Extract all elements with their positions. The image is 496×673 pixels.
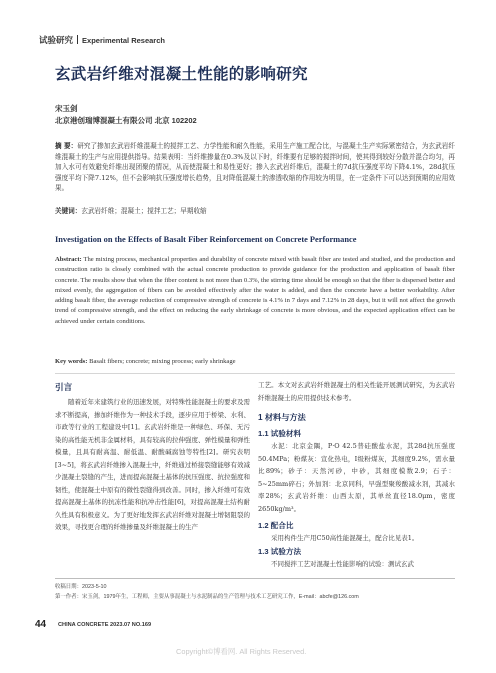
received-date: 收稿日期：2023-5-10: [55, 584, 107, 590]
section-1-heading: 1 材料与方法: [258, 413, 306, 422]
section-label-cn: 试验研究: [39, 35, 74, 45]
materials-paragraph: [258, 440, 455, 515]
abstract-cn: [55, 141, 455, 194]
copyright-watermark: Copyright©博看网. All Rights Reserved.: [176, 647, 307, 656]
author-bio: 第一作者：宋玉剑，1979年生，工程师，主要从事混凝土与水泥制品的生产管理与技术工艺研究工作，E-mail：abcfe@126.com: [55, 594, 359, 600]
section-label-en: Experimental Research: [82, 36, 165, 45]
section-1-3-heading: 1.3 试验方法: [258, 547, 302, 556]
section-1-2-heading: 1.2 配合比: [258, 521, 294, 530]
keywords-label-cn: 关键词：: [55, 207, 82, 215]
abstract-label-en: Abstract:: [55, 256, 82, 263]
intro-text: 随着近年来建筑行业的迅速发展，对特殊性能混凝土的要求及需求不断提高，掺加纤维作为一种技术手段，逐步应用于桥梁、水利、市政等行业的工程建设中[1]。玄武岩纤维是一种绿色、环保、无污染的高性能无机非金属材料，具有较高的拉伸强度、弹性模量和弹性模量，且具有耐高温、耐低温、耐酸碱腐蚀等特性[2]。研究表明[3~5]，将玄武岩纤维掺入混凝土中，纤维通过桥接裂缝能够有效减少混凝土裂缝的产生，进而提高混凝土基体的抗压强度、抗拉强度和韧性，使混凝土中原有的微性裂缝得到改善。同时，掺入纤维可有效提高混凝土基体的抗冻性能和抗冲击性能[6]，对提高混凝土结构耐久性具有积极意义。为了更好地发挥玄武岩纤维对混凝土增韧阻裂的效果，寻找更合理的纤维掺量及纤维混凝土的生产: [55, 398, 250, 531]
page-number: 44: [35, 619, 47, 630]
intro-continuation: 工艺。本文对玄武岩纤维混凝土的相关性能开展测试研究，为玄武岩纤维混凝土的应用提供技术参考。: [258, 381, 455, 402]
journal-info: CHINA CONCRETE 2023.07 NO.169: [58, 622, 152, 628]
intro-paragraph: [55, 396, 250, 534]
keywords-en: [55, 358, 455, 365]
abstract-text-en: The mixing process, mechanical properties and durability of concrete mixed with basalt fiber are tested and studied, and the production and construction ratio is closely combined with the actual concrete production to provide guidance for the production and application of basalt fiber concrete. The results show that when the fiber content is not more than 0.3%, the stirring time should be enough so that the fiber is dispersed better and mixed evenly, the aggregation of fibers can be avoided effectively after the water is added, and then the concrete have a better workability. After adding basalt fiber, the average reduction of compressive strength of concrete is 4.1% in 7 days and 7.12% in 28 days, but it will not affect the growth trend of compressive strength, and the effect on reducing the early shrinkage of concrete is more obvious, and the expected application effect can be achieved under certain conditions.: [55, 256, 456, 325]
keywords-label-en: Key words:: [55, 358, 88, 365]
section-divider: [77, 35, 78, 44]
keywords-text-en: Basalt fibers; concrete; mixing process; early shrinkage: [89, 358, 236, 365]
author-affiliation: 北京港创瑞博混凝土有限公司 北京 102202: [55, 116, 197, 125]
article-title: 玄武岩纤维对混凝土性能的影响研究: [55, 66, 308, 83]
footnote-rule: [55, 578, 455, 579]
abstract-en: [55, 255, 455, 327]
abstract-label-cn: 摘 要：: [55, 142, 78, 150]
intro-heading: 引言: [55, 382, 73, 392]
materials-text: 水泥：北京金隅，P·O 42.5普硅酸盐水泥，其28d抗压强度50.4MPa；粉煤灰：宣化热电，I级粉煤灰，其细度9.2%，需水量比89%；砂子：天然河砂，中砂，其细度模数2.9；石子：5~25mm碎石；外加剂：北京同科，早强型聚羧酸减水剂，其减水率28%；玄武岩纤维：山西太原，其单丝直径18.0μm，密度2650kg/m³。: [258, 442, 455, 513]
mix-ratio-text: 采用构件生产用C50高性能混凝土，配合比见表1。: [271, 534, 419, 542]
test-method-text: 不同搅拌工艺对混凝土性能影响的试验：测试玄武: [271, 560, 414, 568]
keywords-text-cn: 玄武岩纤维；混凝土；搅拌工艺；早期收缩: [81, 207, 207, 215]
section-tag: [39, 34, 165, 46]
author-name: 宋玉剑: [55, 104, 78, 113]
abstract-text-cn: 研究了掺加玄武岩纤维混凝土的搅拌工艺、力学性能和耐久性能，采用生产施工配合比，与混凝土生产实际紧密结合，为玄武岩纤维混凝土的生产与应用提供指导。结果表明：当纤维掺量在0.3%及以下时，纤维要有足够的搅拌时间，使其得到较好分散并混合均匀，再加入水可有效避免纤维出现团聚的情况，从而使混凝土和易性更好；掺入玄武岩纤维后，混凝土的7d抗压强度平均下降4.1%，28d抗压强度平均下降7.12%，但不会影响抗压强度增长趋势，且对降低混凝土的渗透收缩的作用较为明显，在一定条件下可以达到预期的应用效果。: [55, 142, 455, 193]
keywords-cn: [55, 205, 455, 215]
abstract-divider: [55, 373, 455, 374]
article-title-en: Investigation on the Effects of Basalt Fiber Reinforcement on Concrete Performance: [55, 235, 357, 244]
section-1-1-heading: 1.1 试验材料: [258, 429, 302, 438]
